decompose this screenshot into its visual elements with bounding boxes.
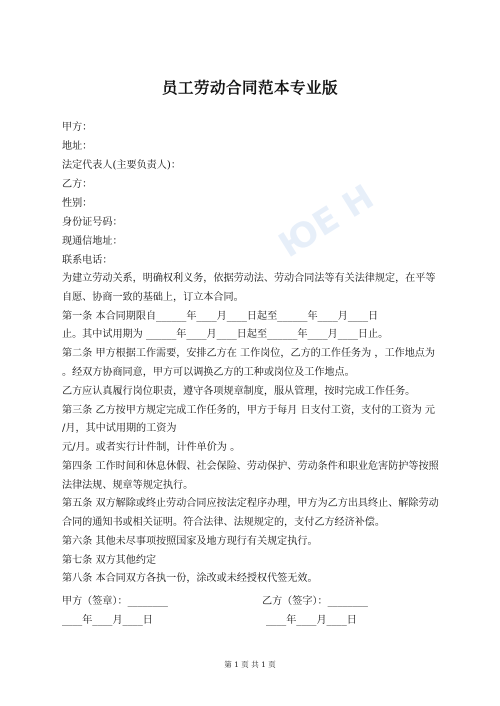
- id-number-label: 身份证号码：: [62, 217, 123, 228]
- watermark: ЮЕ Н: [272, 177, 381, 266]
- article-1-line-1: 第一条 本合同期限自______年____月____日起至______年____月____日: [62, 311, 379, 322]
- legal-rep-label: 法定代表人(主要负责人)：: [62, 160, 181, 171]
- party-b-signature: 乙方（签字）：________: [262, 596, 368, 607]
- document-title: 员工劳动合同范本专业版: [161, 79, 338, 97]
- article-5-line-2: 合同的通知书或相关证明。符合法律、法规规定的，支付乙方经济补偿。: [62, 517, 385, 528]
- party-b-date: ____年____月____日: [266, 615, 357, 626]
- article-1-line-2: 止。其中试用期为 ______年____月____日起至______年____月____日止。: [62, 329, 389, 340]
- article-3-line-3: 元/月。或者实行计件制，计件单价为 。: [62, 442, 241, 453]
- article-4-line-2: 法律法规、规章等规定执行。: [62, 480, 194, 491]
- party-b-label: 乙方：: [62, 179, 93, 190]
- party-a-date: ____年____月____日: [62, 615, 153, 626]
- article-5-line-1: 第五条 双方解除或终止劳动合同应按法定程序办理，甲方为乙方出具终止、解除劳动: [62, 498, 439, 509]
- article-3-line-2: /月，其中试用期的工资为: [62, 423, 177, 434]
- phone-label: 联系电话：: [62, 255, 113, 266]
- mailing-address-label: 现通信地址：: [62, 236, 123, 247]
- article-3-line-1: 第三条 乙方按甲方规定完成工作任务的，甲方于每月 日支付工资，支付的工资为 元: [62, 405, 435, 416]
- article-7: 第七条 双方其他约定: [62, 555, 157, 566]
- address-label: 地址：: [62, 141, 93, 152]
- article-8: 第八条 本合同双方各执一份，涂改或未经授权代签无效。: [62, 573, 318, 584]
- party-a-signature: 甲方（签章）：________: [62, 596, 168, 607]
- gender-label: 性别：: [62, 198, 93, 209]
- article-2-line-1: 第二条 甲方根据工作需要，安排乙方在 工作岗位，乙方的工作任务为 ，工作地点为: [62, 348, 435, 359]
- article-4-line-1: 第四条 工作时间和休息休假、社会保险、劳动保护、劳动条件和职业危害防护等按照: [62, 461, 439, 472]
- article-2-line-3: 乙方应认真履行岗位职责，遵守各项规章制度，服从管理，按时完成工作任务。: [62, 386, 416, 397]
- article-2-line-2: 。经双方协商同意，甲方可以调换乙方的工种或岗位及工作地点。: [62, 367, 355, 378]
- party-a-label: 甲方：: [62, 122, 93, 133]
- preamble-line-1: 为建立劳动关系，明确权利义务，依据劳动法、劳动合同法等有关法律规定，在平等: [62, 273, 436, 284]
- preamble-line-2: 自愿、协商一致的基础上，订立本合同。: [62, 292, 244, 303]
- page-number-footer: 第 1 页 共 1 页: [224, 660, 276, 669]
- article-6: 第六条 其他未尽事项按照国家及地方现行有关规定执行。: [62, 536, 318, 547]
